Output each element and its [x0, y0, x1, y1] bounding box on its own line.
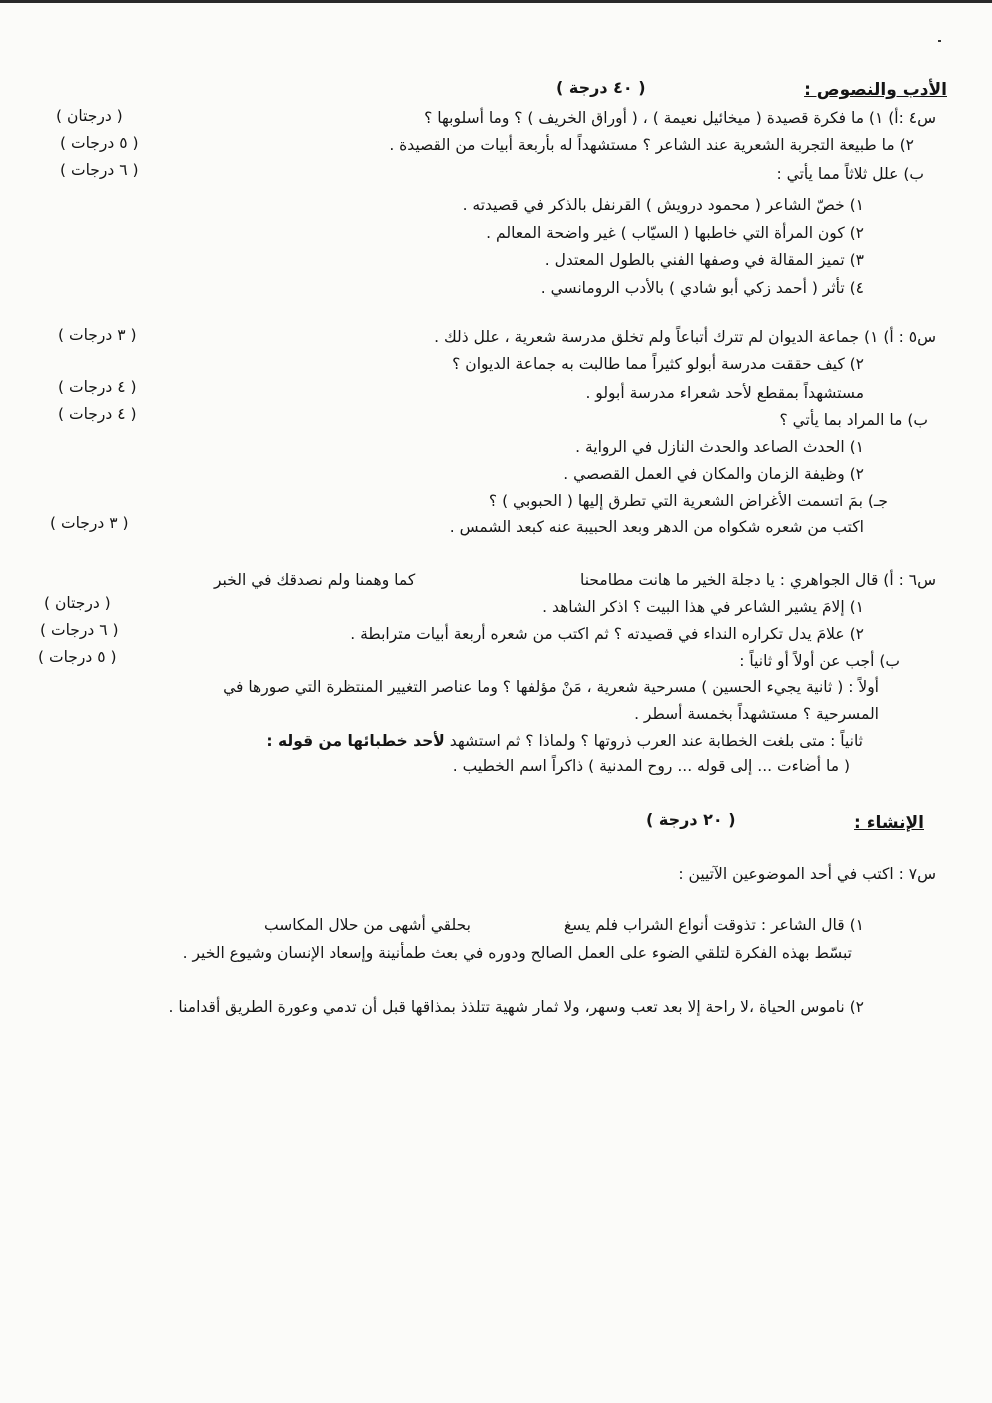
q7-topic1-verse1: ١) قال الشاعر : تذوقت أنواع الشراب فلم يسغ: [563, 916, 864, 934]
q4-b2: ٢) كون المرأة التي خاطبها ( السيّاب ) غير واضحة المعالم .: [486, 224, 864, 242]
q5-b-marks: ( ٤ درجات ): [58, 405, 137, 423]
q5-b1: ١) الحدث الصاعد والحدث النازل في الرواية .: [575, 438, 864, 456]
q6-a-verse2: كما وهمنا ولم نصدقك في الخبر: [214, 571, 416, 589]
q4-b3: ٣) تميز المقالة في وصفها الفني بالطول المعتدل .: [544, 251, 864, 269]
q4-b1: ١) خصّ الشاعر ( محمود درويش ) القرنفل بالذكر في قصيدته .: [462, 196, 864, 214]
top-border: [0, 0, 992, 3]
section-title-literature: الأدب والنصوص :: [804, 80, 947, 100]
q6-second-text: ثانياً : متى بلغت الخطابة عند العرب ذروتها ؟ ولماذا ؟ ثم استشهد: [449, 732, 863, 750]
q5-a2-cont: مستشهداً بمقطع لأحد شعراء مدرسة أبولو .: [585, 384, 864, 402]
q4-b: ب) علل ثلاثاً مما يأتي :: [776, 165, 924, 183]
q4-a1-marks: ( درجتان ): [56, 107, 123, 125]
q6-b-marks: ( ٥ درجات ): [38, 648, 117, 666]
section-title-composition: الإنشاء :: [854, 813, 924, 833]
q5-c2: اكتب من شعره شكواه من الدهر وبعد الحبيبة عنه كبعد الشمس .: [449, 518, 864, 536]
q4-b-marks: ( ٦ درجات ): [60, 161, 139, 179]
scan-speck: [938, 40, 941, 42]
q6-b: ب) أجب عن أولاً أو ثانياً :: [739, 652, 900, 670]
q4-a2-marks: ( ٥ درجات ): [60, 134, 139, 152]
q5-a2-marks: ( ٤ درجات ): [58, 378, 137, 396]
q6-second-line2: ( ما أضاءت ... إلى قوله ... روح المدنية ) ذاكراً اسم الخطيب .: [452, 757, 850, 775]
q4-a1: س٤ :أ) ١) ما فكرة قصيدة ( ميخائيل نعيمة ) ، ( أوراق الخريف ) ؟ وما أسلوبها ؟: [424, 109, 936, 127]
q5-a2: ٢) كيف حققت مدرسة أبولو كثيراً مما طالبت به جماعة الديوان ؟: [452, 355, 864, 373]
section-marks-composition: ( ٢٠ درجة ): [646, 810, 736, 829]
q6-first-line2: المسرحية ؟ مستشهداً بخمسة أسطر .: [634, 705, 879, 723]
q7-topic1-text: تبسّط بهذه الفكرة لتلقي الضوء على العمل الصالح ودوره في بعث طمأنينة وإسعاد الإنسان وشيوع الخير .: [182, 944, 852, 962]
q6-a1: ١) إلامَ يشير الشاعر في هذا البيت ؟ اذكر الشاهد .: [542, 598, 864, 616]
section-marks-literature: ( ٤٠ درجة ): [556, 78, 646, 97]
q7-topic2: ٢) ناموس الحياة ،لا راحة إلا بعد تعب وسهر، ولا ثمار شهية تتلذذ بمذاقها قبل أن تدمي وعورة الطريق أقدامنا .: [168, 998, 864, 1016]
q6-a2-marks: ( ٦ درجات ): [40, 621, 119, 639]
q6-a2: ٢) علامَ يدل تكراره النداء في قصيدته ؟ ثم اكتب من شعره أربعة أبيات مترابطة .: [350, 625, 864, 643]
q6-second-line1: [266, 731, 863, 751]
q6-first-line1: أولاً : ( ثانية يجيء الحسين ) مسرحية شعرية ، مَنْ مؤلفها ؟ وما عناصر التغيير المنتظرة التي صورها في: [223, 678, 879, 696]
q4-b4: ٤) تأثر ( أحمد زكي أبو شادي ) بالأدب الرومانسي .: [540, 279, 864, 297]
q6-a1-marks: ( درجتان ): [44, 594, 111, 612]
q6-second-bold: لأحد خطبائها من قوله :: [266, 732, 445, 750]
q4-a2: ٢) ما طبيعة التجربة الشعرية عند الشاعر ؟ مستشهداً له بأربعة أبيات من القصيدة .: [389, 136, 914, 154]
q5-c-marks: ( ٣ درجات ): [50, 514, 129, 532]
q5-c: جـ) بمَ اتسمت الأغراض الشعرية التي تطرق إليها ( الحبوبي ) ؟: [488, 492, 888, 510]
q7-topic1-verse2: بحلقي أشهى من حلال المكاسب: [264, 916, 471, 934]
q5-b2: ٢) وظيفة الزمان والمكان في العمل القصصي .: [563, 465, 864, 483]
q5-a1: س٥ : أ) ١) جماعة الديوان لم تترك أتباعاً ولم تخلق مدرسة شعرية ، علل ذلك .: [434, 328, 936, 346]
q5-a1-marks: ( ٣ درجات ): [58, 326, 137, 344]
q5-b: ب) ما المراد بما يأتي ؟: [779, 411, 928, 429]
q6-a: س٦ : أ) قال الجواهري : يا دجلة الخير ما هانت مطامحنا: [580, 571, 936, 589]
q7-prompt: س٧ : اكتب في أحد الموضوعين الآتيين :: [678, 865, 936, 883]
